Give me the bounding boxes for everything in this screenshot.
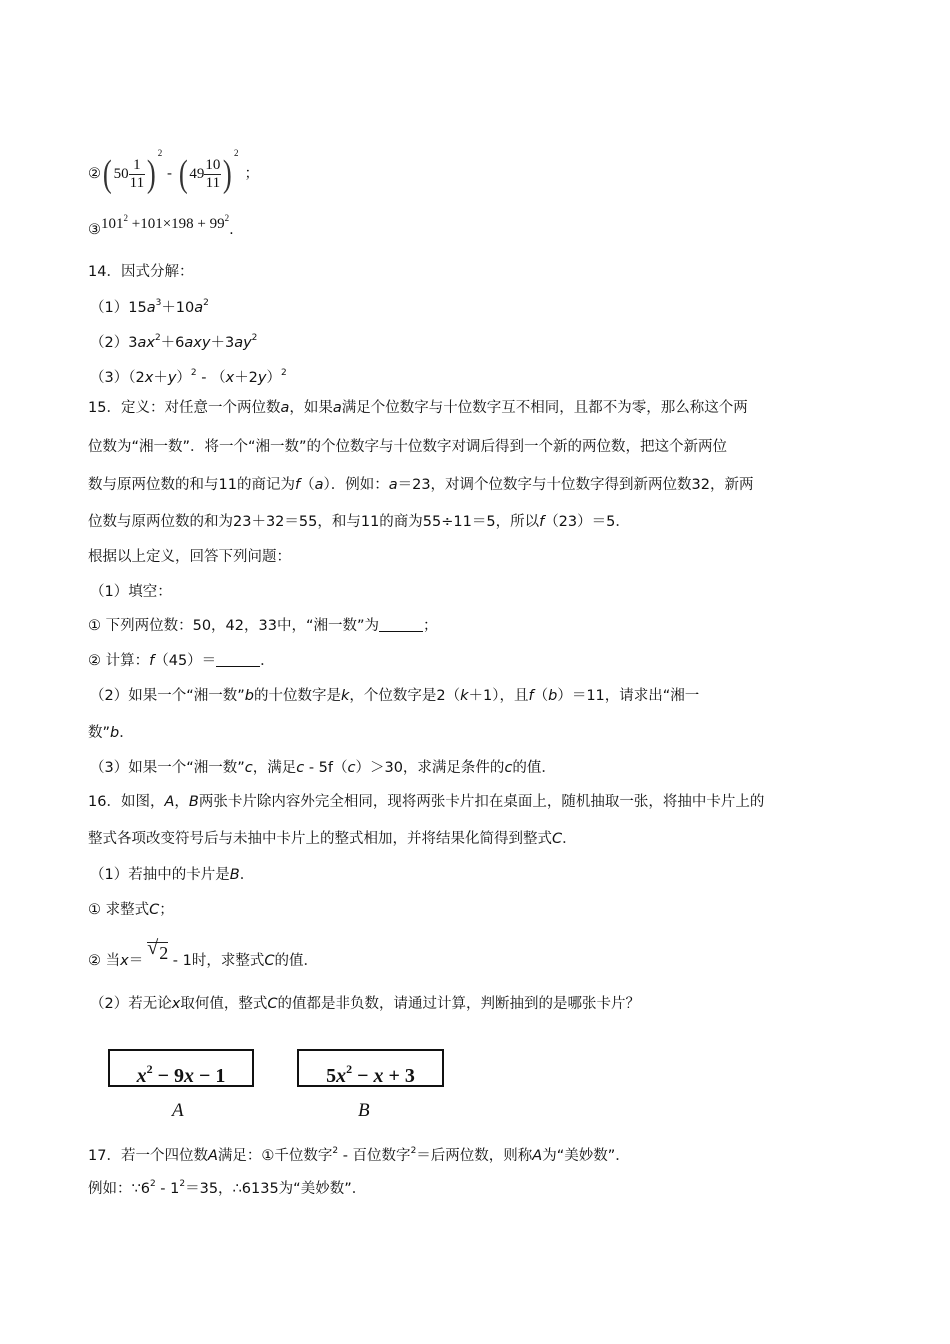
text: ； [159,902,174,918]
term: ） [266,370,282,386]
q16-line1 [88,792,764,812]
term: − 9 [152,1065,184,1087]
text: ＝23，对调个位数字与十位数字得到新两位数32，新两 [397,477,754,493]
text: （3）如果一个“湘一数” [90,760,245,776]
left-paren: ( [178,153,188,195]
variable: B [188,794,199,810]
variable: C [149,902,160,918]
exponent: 2 [190,368,197,378]
answer-blank[interactable] [216,652,260,667]
q14-part3 [90,363,287,388]
variable: c [244,760,253,776]
text: ，满足 [252,760,297,776]
term: 15 [128,300,147,316]
q14-title: 14．因式分解： [88,264,194,280]
text: 的值． [274,953,319,969]
q15-line4 [88,512,630,532]
variable: A [164,794,175,810]
text: ② 当 [88,953,121,969]
text: - 1时，求整式 [168,953,265,969]
right-paren: ) [223,153,233,195]
text: ）．例如： [323,477,389,493]
text: 位数与原两位数的和为23＋32＝55，和与11的商为55÷11＝5，所以 [88,514,540,530]
term: − [352,1065,374,1087]
text: 两张卡片除内容外完全相同，现将两张卡片扣在桌面上，随机抽取一张，将抽中卡片上的 [198,794,765,810]
text: 的值都是非负数，请通过计算，判断抽到的是哪张卡片？ [277,996,640,1012]
variable: b [110,725,120,741]
q15-line10 [88,723,134,743]
text: ； [422,618,438,634]
answer-blank[interactable] [379,617,423,632]
text: - 5f（ [304,760,348,776]
fraction [129,157,145,192]
mixed-whole: 50 [113,166,129,182]
text: （ [300,477,315,493]
text: ． [239,867,255,883]
variable: axy [184,335,211,351]
q15-line2: 位数为“湘一数”．将一个“湘一数”的个位数字与十位数字对调后得到一个新的两位数，把这个新两位 [88,439,728,455]
variable: k [460,688,469,704]
variable: x [336,1065,347,1087]
exponent: 2 [332,1146,339,1156]
term: - （ [196,370,226,386]
variable: a [388,477,398,493]
exponent: 2 [123,213,128,223]
q15-line5: 根据以上定义，回答下列问题： [88,549,291,565]
punct: ； [244,166,260,182]
text: 例如：∵6 [88,1181,150,1197]
minus-sign: - [166,166,173,182]
text: ）＞30，求满足条件的 [355,760,505,776]
card-a [108,1049,254,1087]
text: ，个位数字是2（ [349,688,461,704]
variable: a [332,400,342,416]
variable: f [528,688,534,704]
q15-line8 [88,651,275,671]
variable: y [257,370,267,386]
text: （ [533,688,549,704]
variable: x [136,1065,147,1087]
part-label: （3） [90,370,129,386]
variable: b [244,688,254,704]
card-b-label: B [358,1100,370,1121]
text: ① 求整式 [88,902,150,918]
variable: A [207,1148,218,1164]
text: 数” [88,725,111,741]
term: ＋2 [234,370,258,386]
q15-line7 [88,616,437,636]
text: - 百位数字 [338,1148,411,1164]
q13-item3 [88,208,234,240]
text: （2）如果一个“湘一数” [90,688,245,704]
variable: B [229,867,240,883]
variable: C [267,996,278,1012]
q13-item2 [88,126,259,201]
exponent: 2 [281,368,287,378]
variable: x [225,370,235,386]
variable: x [120,953,129,969]
exponent: 3 [155,298,162,308]
q16-line4 [88,900,174,920]
text: 为“美妙数”． [542,1148,630,1164]
variable: x [144,370,154,386]
card-a-label: A [172,1100,184,1121]
left-paren: ( [102,153,112,195]
variable: a [314,477,324,493]
term: ＋3 [210,335,235,351]
math-expr [101,213,230,232]
variable: C [264,953,275,969]
term: + 3 [383,1065,415,1087]
q15-line1 [88,398,748,418]
variable: f [294,477,301,493]
variable: c [347,760,356,776]
q15-line6: （1）填空： [90,584,172,600]
variable: ax [137,335,155,351]
text: 满足：①千位数字 [217,1148,333,1164]
punct: . [229,222,234,238]
text: ② 计算： [88,653,150,669]
q14-part2 [90,328,257,353]
q17-line1 [88,1141,630,1166]
variable: x [373,1065,384,1087]
term: 101 [101,216,124,232]
exponent: 2 [154,333,161,343]
exponent: 2 [224,213,230,223]
text: ． [562,831,577,847]
part-label: （1） [90,300,129,316]
term: ） [176,370,191,386]
text: （1）若抽中的卡片是 [90,867,230,883]
text: ＝后两位数，则称 [416,1148,533,1164]
q16-line5 [88,937,319,971]
term: ＋6 [160,335,185,351]
text: 17．若一个四位数 [88,1148,208,1164]
variable: c [504,760,513,776]
text: 的十位数字是 [253,688,341,704]
exponent: 2 [146,1062,153,1076]
text: 取何值，整式 [180,996,268,1012]
q15-line11 [90,758,556,778]
denominator: 11 [129,174,145,191]
exponent: 2 [203,298,209,308]
text: 数与原两位数的和与11的商记为 [88,477,295,493]
variable: y [167,370,177,386]
text: ① 下列两位数：50，42，33中，“湘一数”为 [88,618,379,634]
exponent: 2 [179,1179,186,1189]
q16-line3 [90,865,254,885]
variable: x [184,1065,194,1087]
item-marker: ③ [88,222,101,238]
variable: b [548,688,558,704]
q15-line9 [90,686,699,706]
variable: a [280,400,290,416]
fraction [204,157,221,192]
text: ． [260,653,275,669]
item-marker: ② [88,166,101,182]
text: ， [174,794,189,810]
variable: c [296,760,305,776]
radicand: 2 [159,943,169,963]
part-label: （2） [90,335,129,351]
exponent: 2 [251,333,258,343]
exponent: 2 [410,1146,417,1156]
text: （2）若无论 [90,996,172,1012]
q14-part1 [90,293,209,318]
text: ． [119,725,134,741]
term: ＋ [153,370,168,386]
term: 3 [128,335,138,351]
text: 的值． [512,760,556,776]
square-root [147,937,169,963]
exponent: 2 [346,1062,353,1076]
radical-sign-icon: √ [147,937,159,959]
text: ，如果 [289,400,333,416]
right-paren: ) [147,153,156,195]
text: （45）＝ [154,653,217,669]
text: ＝35，∴6135为“美妙数”． [185,1181,367,1197]
variable: C [552,831,563,847]
text: ＋1），且 [468,688,529,704]
variable: f [539,514,545,530]
text: ）＝11，请求出“湘一 [557,688,700,704]
q16-line6 [90,994,640,1014]
card-b [297,1049,444,1087]
exponent: 2 [157,148,163,158]
exponent: 2 [149,1179,156,1189]
text: 16．如图， [88,794,165,810]
variable: ay [234,335,252,351]
numerator: 10 [205,156,221,173]
variable: f [149,653,155,669]
term: − 1 [194,1065,226,1087]
term: ＋10 [161,300,195,316]
variable: a [146,300,156,316]
variable: a [194,300,204,316]
mixed-whole: 49 [189,166,205,182]
q16-line2 [88,829,577,849]
variable: k [340,688,350,704]
term: +101×198 + 99 [128,216,225,232]
text: 整式各项改变符号后与未抽中卡片上的整式相加，并将结果化简得到整式 [88,831,552,847]
q17-line2 [88,1174,366,1199]
term: 5 [326,1065,337,1087]
text: 15．定义：对任意一个两位数 [88,400,281,416]
variable: A [532,1148,543,1164]
text: ＝ [128,953,144,969]
numerator: 1 [129,157,145,175]
exponent: 2 [234,148,239,158]
text: （23）＝5． [544,514,630,530]
text: 满足个位数字与十位数字互不相同，且都不为零，那么称这个两 [341,400,748,416]
term: （2 [128,370,145,386]
denominator: 11 [205,174,221,191]
q15-line3 [88,475,754,495]
variable: x [171,996,181,1012]
text: - 1 [155,1181,180,1197]
